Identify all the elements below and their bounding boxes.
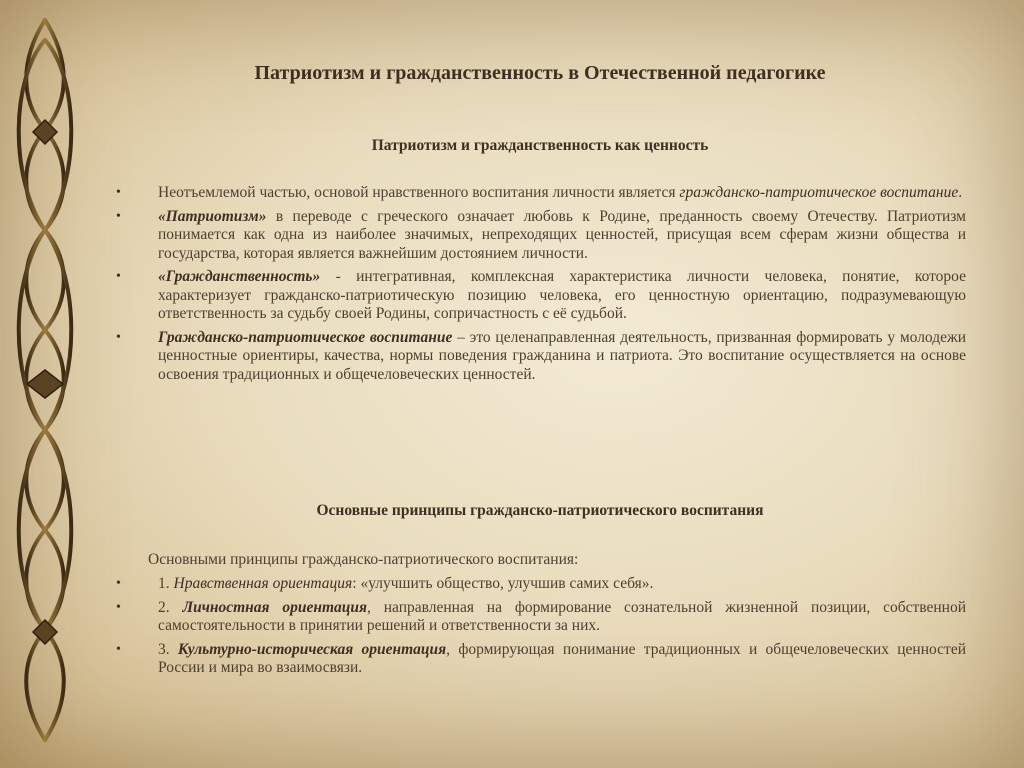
item-text: , формирующая понимание традиционных и общечеловеческих ценностей России и мира во взаимосвязи. <box>158 640 966 676</box>
item-term: Гражданско-патриотическое воспитание <box>158 328 453 346</box>
list-item <box>116 329 966 385</box>
list-item <box>116 208 966 264</box>
item-number: 3. <box>158 640 178 658</box>
bullet-glyph: • <box>116 576 121 591</box>
item-term: Культурно-историческая ориентация <box>177 640 447 658</box>
item-term: Личностная ориентация <box>182 598 367 616</box>
bullet-glyph: • <box>116 185 121 200</box>
list-item <box>116 641 966 678</box>
item-term: Нравственная ориентация <box>173 575 353 592</box>
section2-heading: Основные принципы гражданско-патриотического воспитания <box>316 502 764 519</box>
item-text: Неотъемлемой частью, основой нравственного воспитания личности является <box>158 184 680 201</box>
item-text: – это целенаправленная деятельность, призванная формировать у молодежи ценностные ориентиры, качества, нормы поведения гражданина и патриота. Это воспитание осуществляется на основе освоения традиционных и общечеловеческих ценностей. <box>158 328 967 383</box>
item-italic: гражданско-патриотическое воспитание <box>679 184 959 201</box>
section2-intro: Основными принципы гражданско-патриотического воспитания: <box>148 551 579 568</box>
section2-list <box>116 575 966 683</box>
bullet-glyph: • <box>116 641 121 657</box>
bullet-glyph: • <box>116 599 121 615</box>
item-term: «Гражданственность» <box>158 268 321 285</box>
list-item <box>116 575 966 594</box>
item-text: , направленная на формирование сознательной жизненной позиции, собственной самостоятельности в принятии решений и ответственности за них. <box>158 598 966 634</box>
bullet-glyph: • <box>116 269 121 284</box>
list-item <box>116 268 966 324</box>
bullet-glyph: • <box>116 208 121 224</box>
item-text: - интегративная, комплексная характеристика личности человека, понятие, которое характеризует гражданско-патриотическую позицию человека, его ценностную ориентацию, подразумевающую ответственность за судьбу своей Родины, сопричастность с её судьбой. <box>158 268 966 322</box>
section1-list <box>116 184 966 389</box>
bullet-glyph: • <box>116 329 121 345</box>
list-item <box>116 184 966 203</box>
item-term: «Патриотизм» <box>158 207 267 225</box>
item-text: : «улучшить общество, улучшив самих себя». <box>352 575 654 592</box>
section1-heading: Патриотизм и гражданственность как ценность <box>371 137 709 154</box>
slide-title: Патриотизм и гражданственность в Отечественной педагогике <box>254 62 826 84</box>
item-text: в переводе с греческого означает любовь к Родине, преданность своему Отечеству. Патриотизм понимается как одна из наиболее значимых, непреходящих ценностей, присущая всем сферам жизни общества и государства, которая является важнейшим достоянием личности. <box>158 207 966 262</box>
item-number: 2. <box>158 598 183 616</box>
item-text-end: . <box>958 184 963 201</box>
list-item <box>116 599 966 636</box>
celtic-ornament-border <box>0 0 90 768</box>
item-number: 1. <box>158 575 174 592</box>
